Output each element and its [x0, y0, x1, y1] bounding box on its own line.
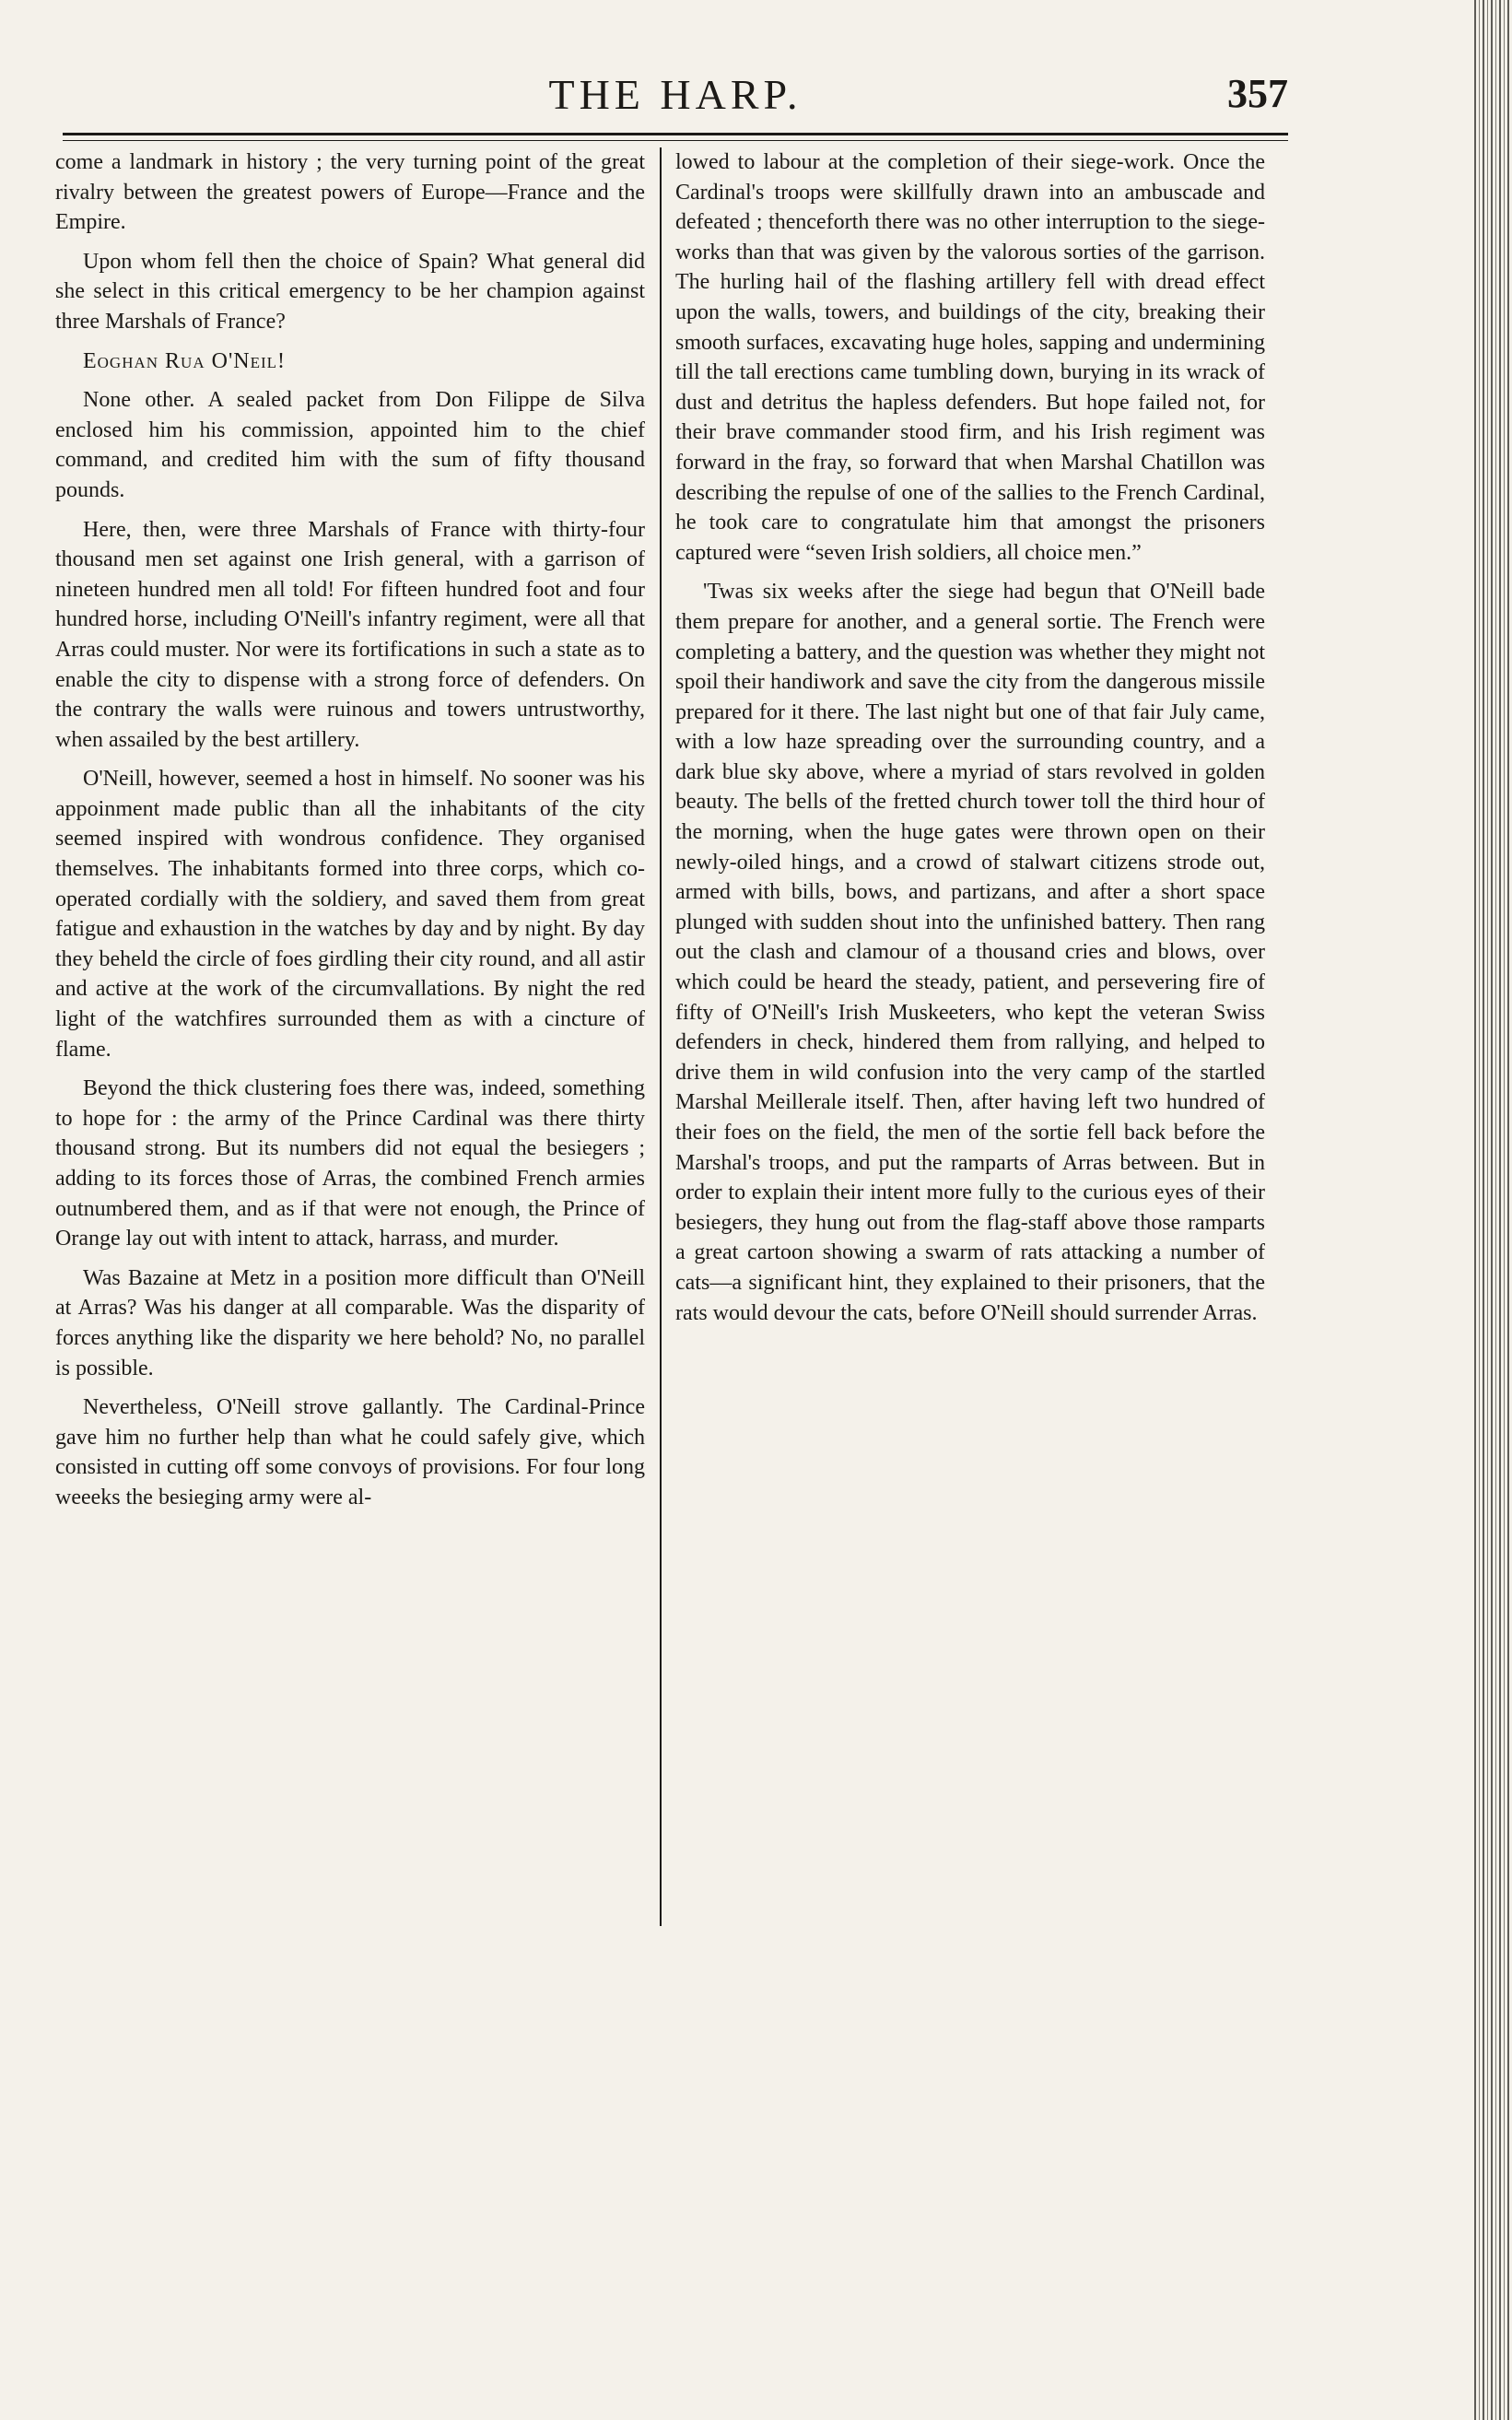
paragraph: Beyond the thick clustering foes there was, indeed, something to hope for : the army of the Prince Cardinal was there thirty thousand strong. But its numbers did not equal the besiegers ; adding to its forces those of Arras, the combined French armies outnumbered them, and as if that were not enough, the Prince of Orange lay out with intent to attack, harrass, and murder.	[55, 1076, 645, 1251]
page-number: 357	[1227, 71, 1288, 116]
paragraph: O'Neill, however, seemed a host in himself. No sooner was his appoinment made public than all the inhabitants of the city seemed inspired with wondrous confidence. They organised themselves. The inhabitants formed into three corps, which co-operated cordially with the soldiery, and saved them from great fatigue and exhaustion in the watches by day and by night. By day they beheld the circle of foes girdling their city round, and all astir and active at the work of the circumvallations. By night the red light of the watchfires surrounded them as with a cincture of flame.	[55, 767, 645, 1062]
page-title: THE HARP.	[548, 71, 803, 118]
paragraph: None other. A sealed packet from Don Filippe de Silva enclosed him his commission, appointed him to the chief command, and credited him with the sum of fifty thousand pounds.	[55, 388, 645, 502]
page-binding-edge	[1474, 0, 1512, 2420]
paragraph: come a landmark in history ; the very turning point of the great rivalry between the greatest powers of Europe—France and the Empire.	[55, 150, 645, 235]
paragraph: 'Twas six weeks after the siege had begun that O'Neill bade them prepare for another, and a general sortie. The French were completing a battery, and the question was whether they might not spoil their handiwork and save the city from the dangerous missile prepared for it there. The last night but one of that fair July came, with a low haze spreading over the surrounding country, and a dark blue sky above, where a myriad of stars revolved in golden beauty. The bells of the fretted church tower toll the third hour of the morning, when the huge gates were thrown open on their newly-oiled hings, and a crowd of stalwart citizens strode out, armed with bills, bows, and partizans, and after a short space plunged with sudden shout into the unfinished battery. Then rang out the clash and clamour of a thousand cries and blows, over which could be heard the steady, patient, and persevering fire of fifty of O'Neill's Irish Muskeeters, who kept the veteran Swiss defenders in check, hindered them from rallying, and helped to drive them in wild confusion into the very camp of the startled Marshal Meillerale itself. Then, after having left two hundred of their foes on the field, the men of the sortie fell back before the Marshal's troops, and put the ramparts of Arras between. But in order to explain their intent more fully to the curious eyes of their besiegers, they hung out from the flag-staff above those ramparts a great cartoon showing a swarm of rats attacking a number of cats—a significant hint, they explained to their prisoners, that the rats would devour the cats, before O'Neill should surrender Arras.	[675, 580, 1265, 1325]
right-column	[675, 147, 1265, 1337]
paragraph: Nevertheless, O'Neill strove gallantly. The Cardinal-Prince gave him no further help than what he could safely give, which consisted in cutting off some convoys of provisions. For four long weeeks the besieging army were al-	[55, 1395, 645, 1510]
running-head	[63, 65, 1288, 129]
header-rule	[63, 133, 1288, 135]
paragraph: Upon whom fell then the choice of Spain? What general did she select in this critical emergency to be her champion against three Marshals of France?	[55, 249, 645, 334]
header-rule-thin	[63, 140, 1288, 141]
paragraph-name: Eoghan Rua O'Neil!	[83, 348, 287, 373]
paragraph: Here, then, were three Marshals of France with thirty-four thousand men set against one Irish general, with a garrison of nineteen hundred men all told! For fifteen hundred foot and four hundred horse, including O'Neill's infantry regiment, were all that Arras could muster. Nor were its fortifications in such a state as to enable the city to dispense with a strong force of defenders. On the contrary the walls were ruinous and towers untrustworthy, when assailed by the best artillery.	[55, 517, 645, 752]
left-column	[55, 147, 645, 1522]
paragraph: lowed to labour at the completion of their siege-work. Once the Cardinal's troops were skillfully drawn into an ambuscade and defeated ; thenceforth there was no other interruption to the siege-works than that was given by the valorous sorties of the garrison. The hurling hail of the flashing artillery fell with dread effect upon the walls, towers, and buildings of the city, breaking their smooth surfaces, excavating huge holes, sapping and undermining till the tall erections came tumbling down, burying in its wrack of dust and detritus the hapless defenders. But hope failed not, for their brave commander stood firm, and his Irish regiment was forward in the fray, so forward that when Marshal Chatillon was describing the repulse of one of the sallies to the French Cardinal, he took care to congratulate him that amongst the prisoners captured were “seven Irish soldiers, all choice men.”	[675, 150, 1265, 565]
column-divider	[660, 147, 662, 1926]
paragraph: Was Bazaine at Metz in a position more difficult than O'Neill at Arras? Was his danger at all comparable. Was the disparity of forces anything like the disparity we here behold? No, no parallel is possible.	[55, 1265, 645, 1380]
